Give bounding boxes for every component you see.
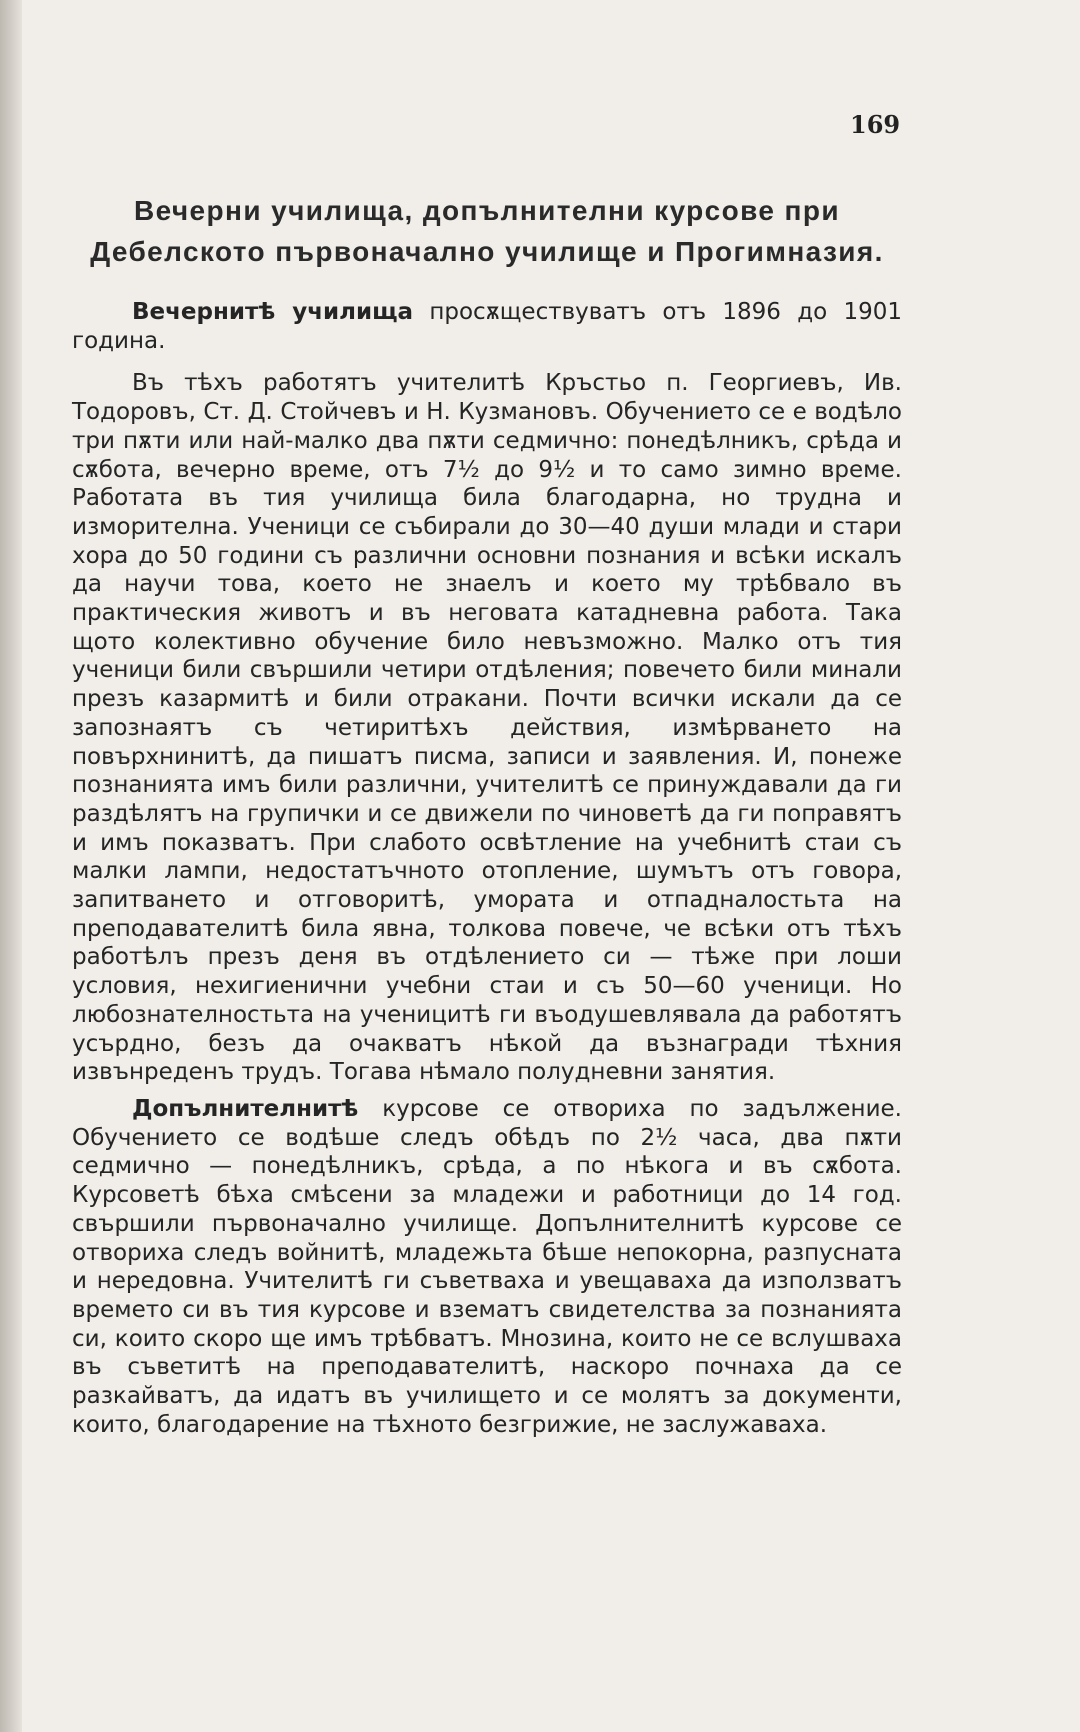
page-number: 169: [850, 110, 901, 139]
paragraph-lead-supplementary-courses: Допълнителнитѣ: [132, 1095, 359, 1122]
paragraph-text: курсове се отвориха по задължение. Обучението се водѣше следъ обѣдъ по 2½ часа, два пѫти седмично — понедѣлникъ, срѣда, а по нѣкога и въ сѫбота. Курсоветѣ бѣха смѣсени за младежи и работници до 14 год. свършили първоначално училище. Допълнителнитѣ курсове се отвориха следъ войнитѣ, младежьта бѣше непокорна, разпусната и нередовна. Учителитѣ ги съветваха и увещаваха да използватъ времето си въ тия курсове и взематъ свидетелства за познанията си, които скоро ще имъ трѣбватъ. Мнозина, които не се вслушваха въ съветитѣ на преподавателитѣ, наскоро почнаха да се разкайватъ, да идатъ въ училището и се молятъ за документи, които, благодарение на тѣхното безгрижие, не заслужаваха.: [72, 1095, 902, 1438]
page-binding-edge: [0, 0, 22, 1732]
paragraph-text: Въ тѣхъ работятъ учителитѣ Кръстьо п. Георгиевъ, Ив. Тодоровъ, Ст. Д. Стойчевъ и Н. Кузмановъ. Обучението се е водѣло три пѫти или най-малко два пѫти седмично: понедѣлникъ, срѣда и сѫбота, вечерно време, отъ 7½ до 9½ и то само зимно време. Работата въ тия училища била благодарна, но трудна и изморителна. Ученици се събирали до 30—40 души млади и стари хора до 50 години съ различни основни познания и всѣки искалъ да научи това, което не знаелъ и което му трѣбвало въ практическия животъ и въ неговата катадневна работа. Така щото колективно обучение било невъзможно. Малко отъ тия ученици били свършили четири отдѣления; повечето били минали презъ казармитѣ и били отракани. Почти всички искали да се запознаятъ съ четиритѣхъ действия, измѣрването на повърхнинитѣ, да пишатъ писма, записи и заявления. И, понеже познанията имъ били различни, учителитѣ се принуждавали да ги раздѣлятъ на групички и се движели по чиноветѣ да ги поправятъ и имъ показватъ. При слабото освѣтление на учебнитѣ стаи съ малки лампи, недостатъчното отопление, шумътъ отъ говора, запитването и отговоритѣ, умората и отпадналостьта на преподавателитѣ била явна, толкова повече, че всѣки отъ тѣхъ работѣлъ презъ деня въ отдѣлението си — тѣже при лоши условия, нехигиенични учебни стаи и съ 50—60 ученици. Но любознателностьта на ученицитѣ ги въодушевлявала да работятъ усърдно, безъ да очакватъ нѣкой да възнагради тѣхния извънреденъ трудъ. Тогава нѣмало полудневни занятия.: [72, 370, 902, 1086]
article-title: Вечерни училища, допълнителни курсове при Дебелското първоначално училище и Прогимназия.: [90, 195, 884, 267]
paragraph-evening-schools: [72, 298, 902, 355]
paragraph-text: просѫществуватъ отъ 1896 до 1901 година.: [72, 299, 902, 354]
article-body: [72, 190, 902, 1439]
paragraph-lead-evening-schools: Вечернитѣ училища: [132, 299, 414, 325]
paragraph-teachers: [72, 369, 902, 1087]
paragraph-supplementary-courses: [72, 1095, 902, 1439]
